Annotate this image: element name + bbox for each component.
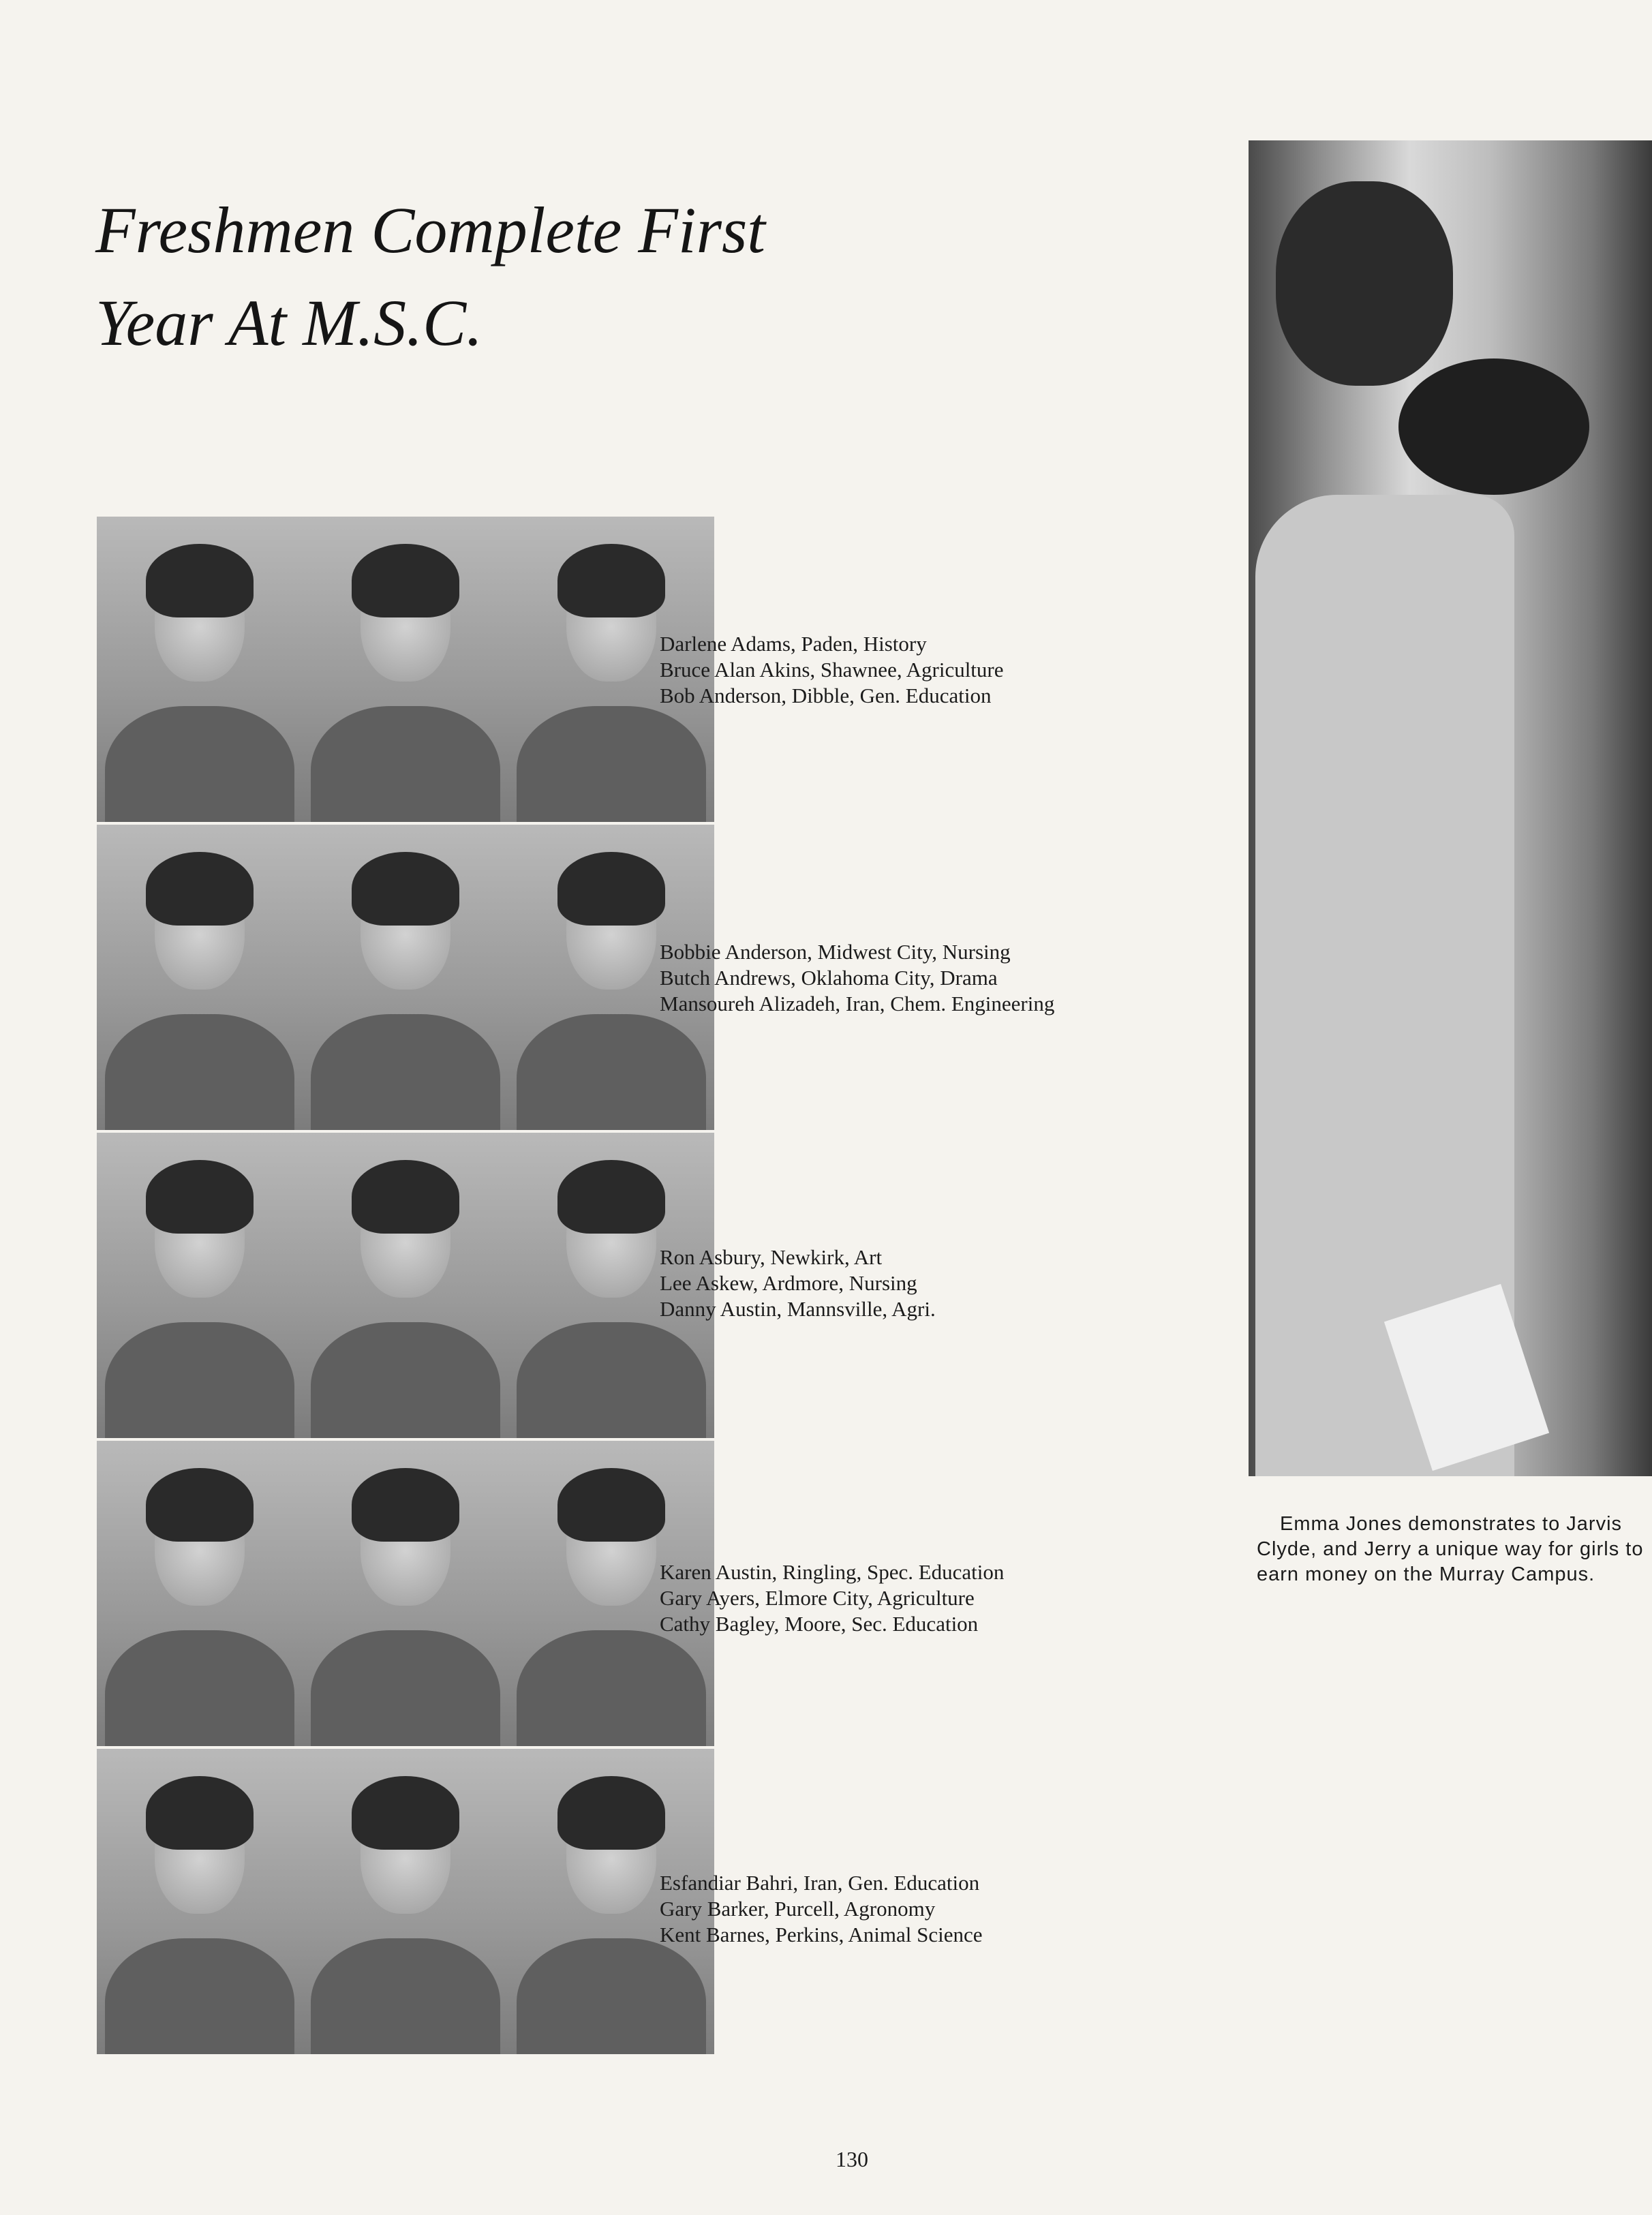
caption-line: Gary Barker, Purcell, Agronomy	[660, 1897, 936, 1921]
caption-line: Ron Asbury, Newkirk, Art	[660, 1245, 883, 1269]
portrait-photo	[303, 825, 508, 1130]
portrait-photo	[97, 1133, 303, 1438]
caption-line: Emma Jones demonstrates to Jarvis	[1280, 1513, 1623, 1535]
caption-line: Gary Ayers, Elmore City, Agriculture	[660, 1586, 975, 1610]
caption-line: Lee Askew, Ardmore, Nursing	[660, 1271, 917, 1295]
caption-line: Esfandiar Bahri, Iran, Gen. Education	[660, 1871, 980, 1895]
caption-line: Mansoureh Alizadeh, Iran, Chem. Engineering	[660, 992, 1055, 1015]
caption-line: Darlene Adams, Paden, History	[660, 632, 927, 656]
row-5-caption	[660, 1870, 983, 1948]
caption-line: Bruce Alan Akins, Shawnee, Agriculture	[660, 658, 1004, 682]
caption-line: Bob Anderson, Dibble, Gen. Education	[660, 684, 992, 707]
row-3-caption	[660, 1244, 936, 1322]
caption-line: Danny Austin, Mannsville, Agri.	[660, 1297, 936, 1321]
row-4-caption	[660, 1559, 1004, 1637]
page-number: 130	[836, 2147, 868, 2171]
caption-line: Karen Austin, Ringling, Spec. Education	[660, 1560, 1005, 1584]
candid-photo	[1249, 140, 1652, 1476]
portrait-photo	[97, 1441, 303, 1746]
portrait-photo	[97, 517, 303, 822]
page-title	[95, 184, 765, 369]
row-1-caption	[660, 631, 1004, 709]
caption-line: earn money on the Murray Campus.	[1257, 1563, 1595, 1585]
portrait-photo	[303, 517, 508, 822]
portrait-photo	[303, 1133, 508, 1438]
portrait-photo	[303, 1441, 508, 1746]
page-title-line-2: Year At M.S.C.	[95, 286, 483, 359]
candid-photo-caption	[1257, 1512, 1652, 1587]
portrait-photo	[97, 1749, 303, 2054]
caption-line: Cathy Bagley, Moore, Sec. Education	[660, 1612, 979, 1636]
caption-line: Kent Barnes, Perkins, Animal Science	[660, 1923, 983, 1946]
page-title-line-1: Freshmen Complete First	[95, 194, 765, 266]
portrait-photo	[303, 1749, 508, 2054]
caption-line: Butch Andrews, Oklahoma City, Drama	[660, 966, 998, 990]
portrait-photo	[97, 825, 303, 1130]
caption-line: Bobbie Anderson, Midwest City, Nursing	[660, 940, 1011, 964]
caption-line: Clyde, and Jerry a unique way for girls to	[1257, 1538, 1644, 1560]
row-2-caption	[660, 939, 1054, 1017]
